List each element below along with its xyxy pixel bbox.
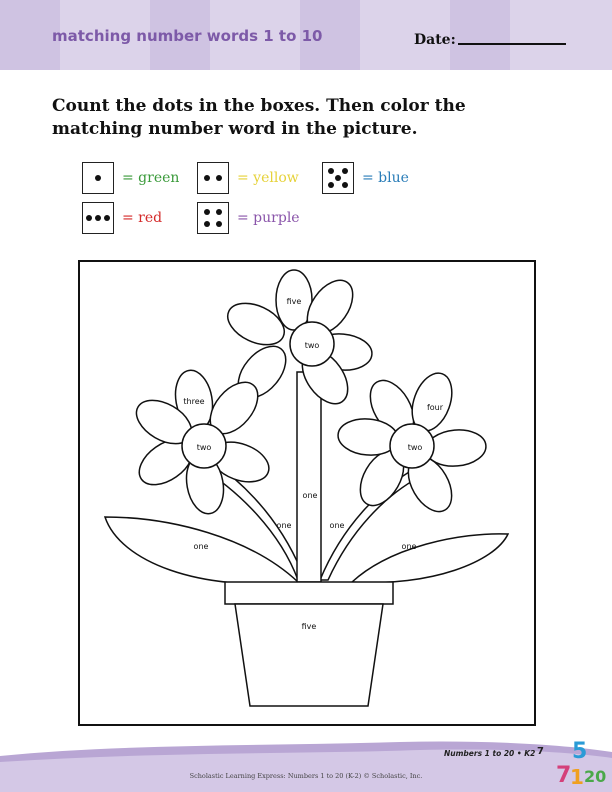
- footer-band: [0, 738, 612, 792]
- key-item-one-dot: [82, 161, 179, 195]
- dot: [328, 182, 334, 188]
- header-stripe: [450, 0, 510, 70]
- numbers-logo-icon: [556, 736, 612, 790]
- copyright-notice: Scholastic Learning Express: Numbers 1 to 20 (K-2) © Scholastic, Inc.: [189, 772, 423, 780]
- key-item-two-dots: [197, 161, 299, 195]
- right-stem-word: one: [329, 521, 345, 530]
- dot: [342, 168, 348, 174]
- top-center-word: two: [304, 341, 320, 350]
- svg-text:20: 20: [584, 767, 607, 786]
- right-leaf[interactable]: [352, 534, 508, 583]
- book-title: Numbers 1 to 20 • K2: [444, 749, 536, 758]
- right-petal-word: four: [426, 403, 444, 412]
- dot-box-two: [197, 162, 229, 194]
- top-petal-word: five: [286, 297, 302, 306]
- center-stem-word: one: [302, 491, 318, 500]
- right-leaf-word: one: [401, 542, 417, 551]
- dot: [216, 175, 222, 181]
- svg-text:5: 5: [572, 739, 588, 764]
- date-label: Date:: [414, 32, 456, 48]
- page-header: [0, 0, 612, 70]
- date-write-line[interactable]: [458, 43, 566, 45]
- left-leaf-word: one: [193, 542, 209, 551]
- dot: [335, 175, 341, 181]
- key-item-three-dots: [82, 201, 162, 235]
- dot-box-three: [82, 202, 114, 234]
- right-center-word: two: [407, 443, 423, 452]
- coloring-picture-frame: [78, 260, 536, 726]
- key-label-purple: = purple: [237, 210, 300, 226]
- key-label-blue: = blue: [362, 170, 409, 186]
- dot: [204, 209, 210, 215]
- pot-rim[interactable]: [225, 582, 393, 604]
- key-label-red: = red: [122, 210, 163, 226]
- pot-word: five: [301, 622, 317, 631]
- dot-box-four: [197, 202, 229, 234]
- worksheet-title: matching number words 1 to 10: [52, 27, 323, 45]
- header-stripe: [0, 0, 60, 70]
- key-label-green: = green: [122, 170, 180, 186]
- key-label-yellow: = yellow: [237, 170, 299, 186]
- svg-text:7: 7: [556, 763, 572, 788]
- key-item-four-dots: [197, 201, 300, 235]
- dot: [86, 215, 92, 221]
- dot: [95, 215, 101, 221]
- svg-text:1: 1: [570, 765, 584, 789]
- dot: [95, 175, 101, 181]
- dot-box-five: [322, 162, 354, 194]
- dot: [342, 182, 348, 188]
- dot: [204, 175, 210, 181]
- dot: [104, 215, 110, 221]
- dot: [216, 209, 222, 215]
- left-petal-word: three: [183, 397, 205, 406]
- dot-box-one: [82, 162, 114, 194]
- page-number: 7: [537, 746, 544, 757]
- left-flower: [129, 367, 274, 516]
- dot: [328, 168, 334, 174]
- key-item-five-dots: [322, 161, 409, 195]
- dot: [204, 221, 210, 227]
- center-stem[interactable]: [297, 372, 321, 582]
- flower-pot-picture: [80, 262, 534, 724]
- pot-body[interactable]: [235, 604, 383, 706]
- left-center-word: two: [196, 443, 212, 452]
- instructions: Count the dots in the boxes. Then color the matching number word in the picture.: [52, 96, 466, 139]
- dot: [216, 221, 222, 227]
- left-stem-word: one: [276, 521, 292, 530]
